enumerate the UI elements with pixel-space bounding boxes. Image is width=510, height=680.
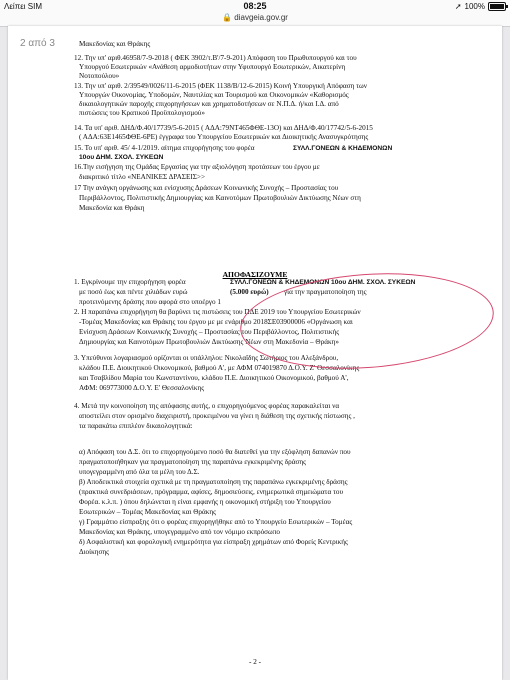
document-line: Ενίσχυση Δράσεων Κοινωνικής Συνοχής – Προστασίας του Περιβάλλοντος, Πολιτιστικής xyxy=(79,328,340,336)
document-line: Μακεδονία και Θράκη xyxy=(79,204,145,212)
lock-icon: 🔒 xyxy=(222,13,233,22)
document-line: Υπουργών Οικονομίας, Υποδομών, Ναυτιλίας και Τουρισμού και Οικονομικών «Καθορισμός xyxy=(79,91,349,99)
document-line: αποστείλει στον ορισμένο διαχειριστή, προκειμένου να γίνει η διάθεση της σχετικής πίστωσης , xyxy=(79,412,355,420)
document-line: Υπουργού Εσωτερικών «Ανάθεση αρμοδιοτήτων στην Υφυπουργό Εσωτερικών, Αικατερίνη xyxy=(79,63,346,71)
carrier-label: Λείπει SIM xyxy=(4,2,42,11)
document-line: τα παρακάτω επιπλέον δικαιολογητικά: xyxy=(79,422,193,430)
document-line: κλάδου Π.Ε. Διοικητικού Οικονομικού, βαθμού Α', με ΑΦΜ 074019870 Δ.Ο.Υ. Ζ' Θεσσαλονίκης xyxy=(79,364,360,372)
document-line: διακριτικό τίτλο «ΝΕΑΝΙΚΕΣ ΔΡΑΣΕΙΣ>> xyxy=(79,173,206,181)
document-line: 3. Υπεύθυνοι λογαριασμού ορίζονται οι υπάλληλοι: Νικολαΐδης Σωτήριος του Αλεξάνδρου, xyxy=(74,354,339,362)
location-arrow-icon: ➚ xyxy=(454,2,462,11)
status-right xyxy=(455,2,506,11)
document-line: ΣΥΛΛ.ΓΟΝΕΩΝ & ΚΗΔΕΜΟΝΩΝ 10ου ΔΗΜ. ΣΧΟΛ. ΣΥΚΕΩΝ xyxy=(230,279,416,286)
page-footer: - 2 - xyxy=(249,658,261,666)
document-line: πραγματοποιήθηκαν για πραγματοποίηση της παραπάνω εγκεκριμένης δράσης xyxy=(79,458,306,466)
document-line: υπογεγραμμένη από όλα τα μέλη του Δ.Σ. xyxy=(79,468,200,476)
status-bar xyxy=(0,0,510,14)
document-line: και Τσαβλίδου Μαρία του Κωνσταντίνου, κλάδου Π.Ε. Διοικητικού Οικονομικού, βαθμού Α', xyxy=(79,374,349,382)
document-line: Νοτοπούλου» xyxy=(79,72,120,80)
document-line: Περιβάλλοντος, Πολιτιστικής Δημιουργίας και Καινοτόμων Πρωτοβουλιών Δικτύωσης Νέων στη xyxy=(79,194,361,202)
page-indicator: 2 από 3 xyxy=(20,38,55,49)
document-line: 1. Εγκρίνουμε την επιχορήγηση φορέα xyxy=(74,278,186,286)
document-line: γ) Γραμμάτιο είσπραξης ότι ο φορέας επιχορηγήθηκε από το Υπουργείο Εσωτερικών – Τομέας xyxy=(79,518,353,526)
document-line: Μακεδονίας και Θράκης, υπογεγραμμένο από τον νόμιμο εκπρόσωπο xyxy=(79,528,281,536)
document-line: 14. Τα υπ' αριθ. ΔΗΔ/Φ.40/17739/5-6-2015 ( ΑΔΑ:79ΝΤ465ΦΘΕ-13Ο) και ΔΗΔ/Φ.40/17742/5-6-2015 xyxy=(74,124,373,132)
document-line: με ποσό έως και πέντε χιλιάδων ευρώ xyxy=(79,288,188,296)
document-line: -Τομέας Μακεδονίας και Θράκης του έργου με με ενάριθμο 2018ΣΕ03900006 «Οργάνωση και xyxy=(79,318,353,326)
document-line: 13. Την υπ' αριθ. 2/39549/0026/11-6-2015 (ΦΕΚ 1138/Β/12-6-2015) Κοινή Υπουργική Απόφαση των xyxy=(74,82,367,90)
document-line: Δημιουργίας και Καινοτόμων Πρωτοβουλιών Δικτύωσης Νέων στη Μακεδονία – Θράκη» xyxy=(79,338,339,346)
clock: 08:25 xyxy=(243,1,267,11)
document-line: ΑΦΜ: 069773000 Δ.Ο.Υ. Ε' Θεσσαλονίκης xyxy=(79,384,205,392)
document-line: Εσωτερικών – Τομέας Μακεδονίας και Θράκης xyxy=(79,508,216,516)
document-line: (5.000 ευρώ) xyxy=(230,288,269,296)
document-line: 4. Μετά την κοινοποίηση της απόφασης αυτής, ο επιχορηγούμενος φορέας παρακαλείται να xyxy=(74,402,340,410)
document-line: ( ΑΔΑ:63Ε1465ΦΘΕ-6ΡΕ) έγγραφα του Υπουργείου Εσωτερικών και Διοικητικής Ανασυγκρότησης xyxy=(79,133,369,141)
document-line: 10ου ΔΗΜ. ΣΧΟΛ. ΣΥΚΕΩΝ xyxy=(79,154,164,161)
url-text: diavgeia.gov.gr xyxy=(234,13,288,22)
document-line: 15. Το υπ' αριθ. 45/ 4-1/2019. αίτημα επιχορήγησης του φορέα xyxy=(74,144,255,152)
document-line: 12. Την υπ' αριθ.46958/7-9-2018 ( ΦΕΚ 3902/τ.Β'/7-9-201) Απόφαση του Πρωθυπουργού και του xyxy=(74,54,357,62)
document-line: δικαιολογητικών παροχής επιχορηγήσεων και χρηματοδοτήσεων σε Ν.Π.Δ. ή/και Ι.Δ. από xyxy=(79,100,339,108)
document-line: Μακεδονίας και Θράκης xyxy=(79,40,151,48)
document-line: β) Αποδεικτικά στοιχεία σχετικά με τη πραγματοποίηση της παραπάνω εγκεκριμένης δράσης xyxy=(79,478,348,486)
document-line: 17 Την ανάγκη οργάνωσης και ενίσχυσης Δράσεων Κοινωνικής Συνοχής – Προστασίας του xyxy=(74,184,339,192)
document-line: για την πραγματοποίηση της xyxy=(284,288,367,296)
battery-percent: 100% xyxy=(464,2,485,11)
document-line: ΣΥΛΛ.ΓΟΝΕΩΝ & ΚΗΔΕΜΟΝΩΝ xyxy=(293,145,393,152)
document-line: δ) Ασφαλιστική και φορολογική ενημερότητα για είσπραξη χρημάτων από Φορείς Κεντρικής xyxy=(79,538,348,546)
document-line: πιστώσεις του Κρατικού Προϋπολογισμού» xyxy=(79,109,205,117)
document-line: προτεινόμενης δράσης που αφορά στο υποέργο 1 xyxy=(79,298,221,306)
battery-icon xyxy=(488,2,506,11)
document-line: Φορέα. κ.λ.π. ) όπου δηλώνεται η είναι εμφανής η οικονομική στήριξη του Υπουργείου xyxy=(79,498,331,506)
document-line: (πρακτικά συνεδριάσεων, πρόγραμμα, αφίσες, δημοσιεύσεις, ενημερωτικά σημειώματα του xyxy=(79,488,344,496)
pdf-page[interactable] xyxy=(8,26,502,680)
document-line: Διοίκησης xyxy=(79,548,109,556)
document-line: 16.Την εισήγηση της Ομάδας Εργασίας για την αξιολόγηση προτάσεων του έργου με xyxy=(74,163,320,171)
decision-heading: ΑΠΟΦΑΣΙΖΟΥΜΕ xyxy=(222,270,288,279)
document-line: 2. Η παραπάνω επιχορήγηση θα βαρύνει τις πιστώσεις του ΠΔΕ 2019 του Υπουργείου Εσωτερικών xyxy=(74,308,361,316)
document-line: α) Απόφαση του Δ.Σ. ότι το επιχορηγούμενο ποσό θα διατεθεί για την εξόφληση δαπανών που xyxy=(79,448,351,456)
